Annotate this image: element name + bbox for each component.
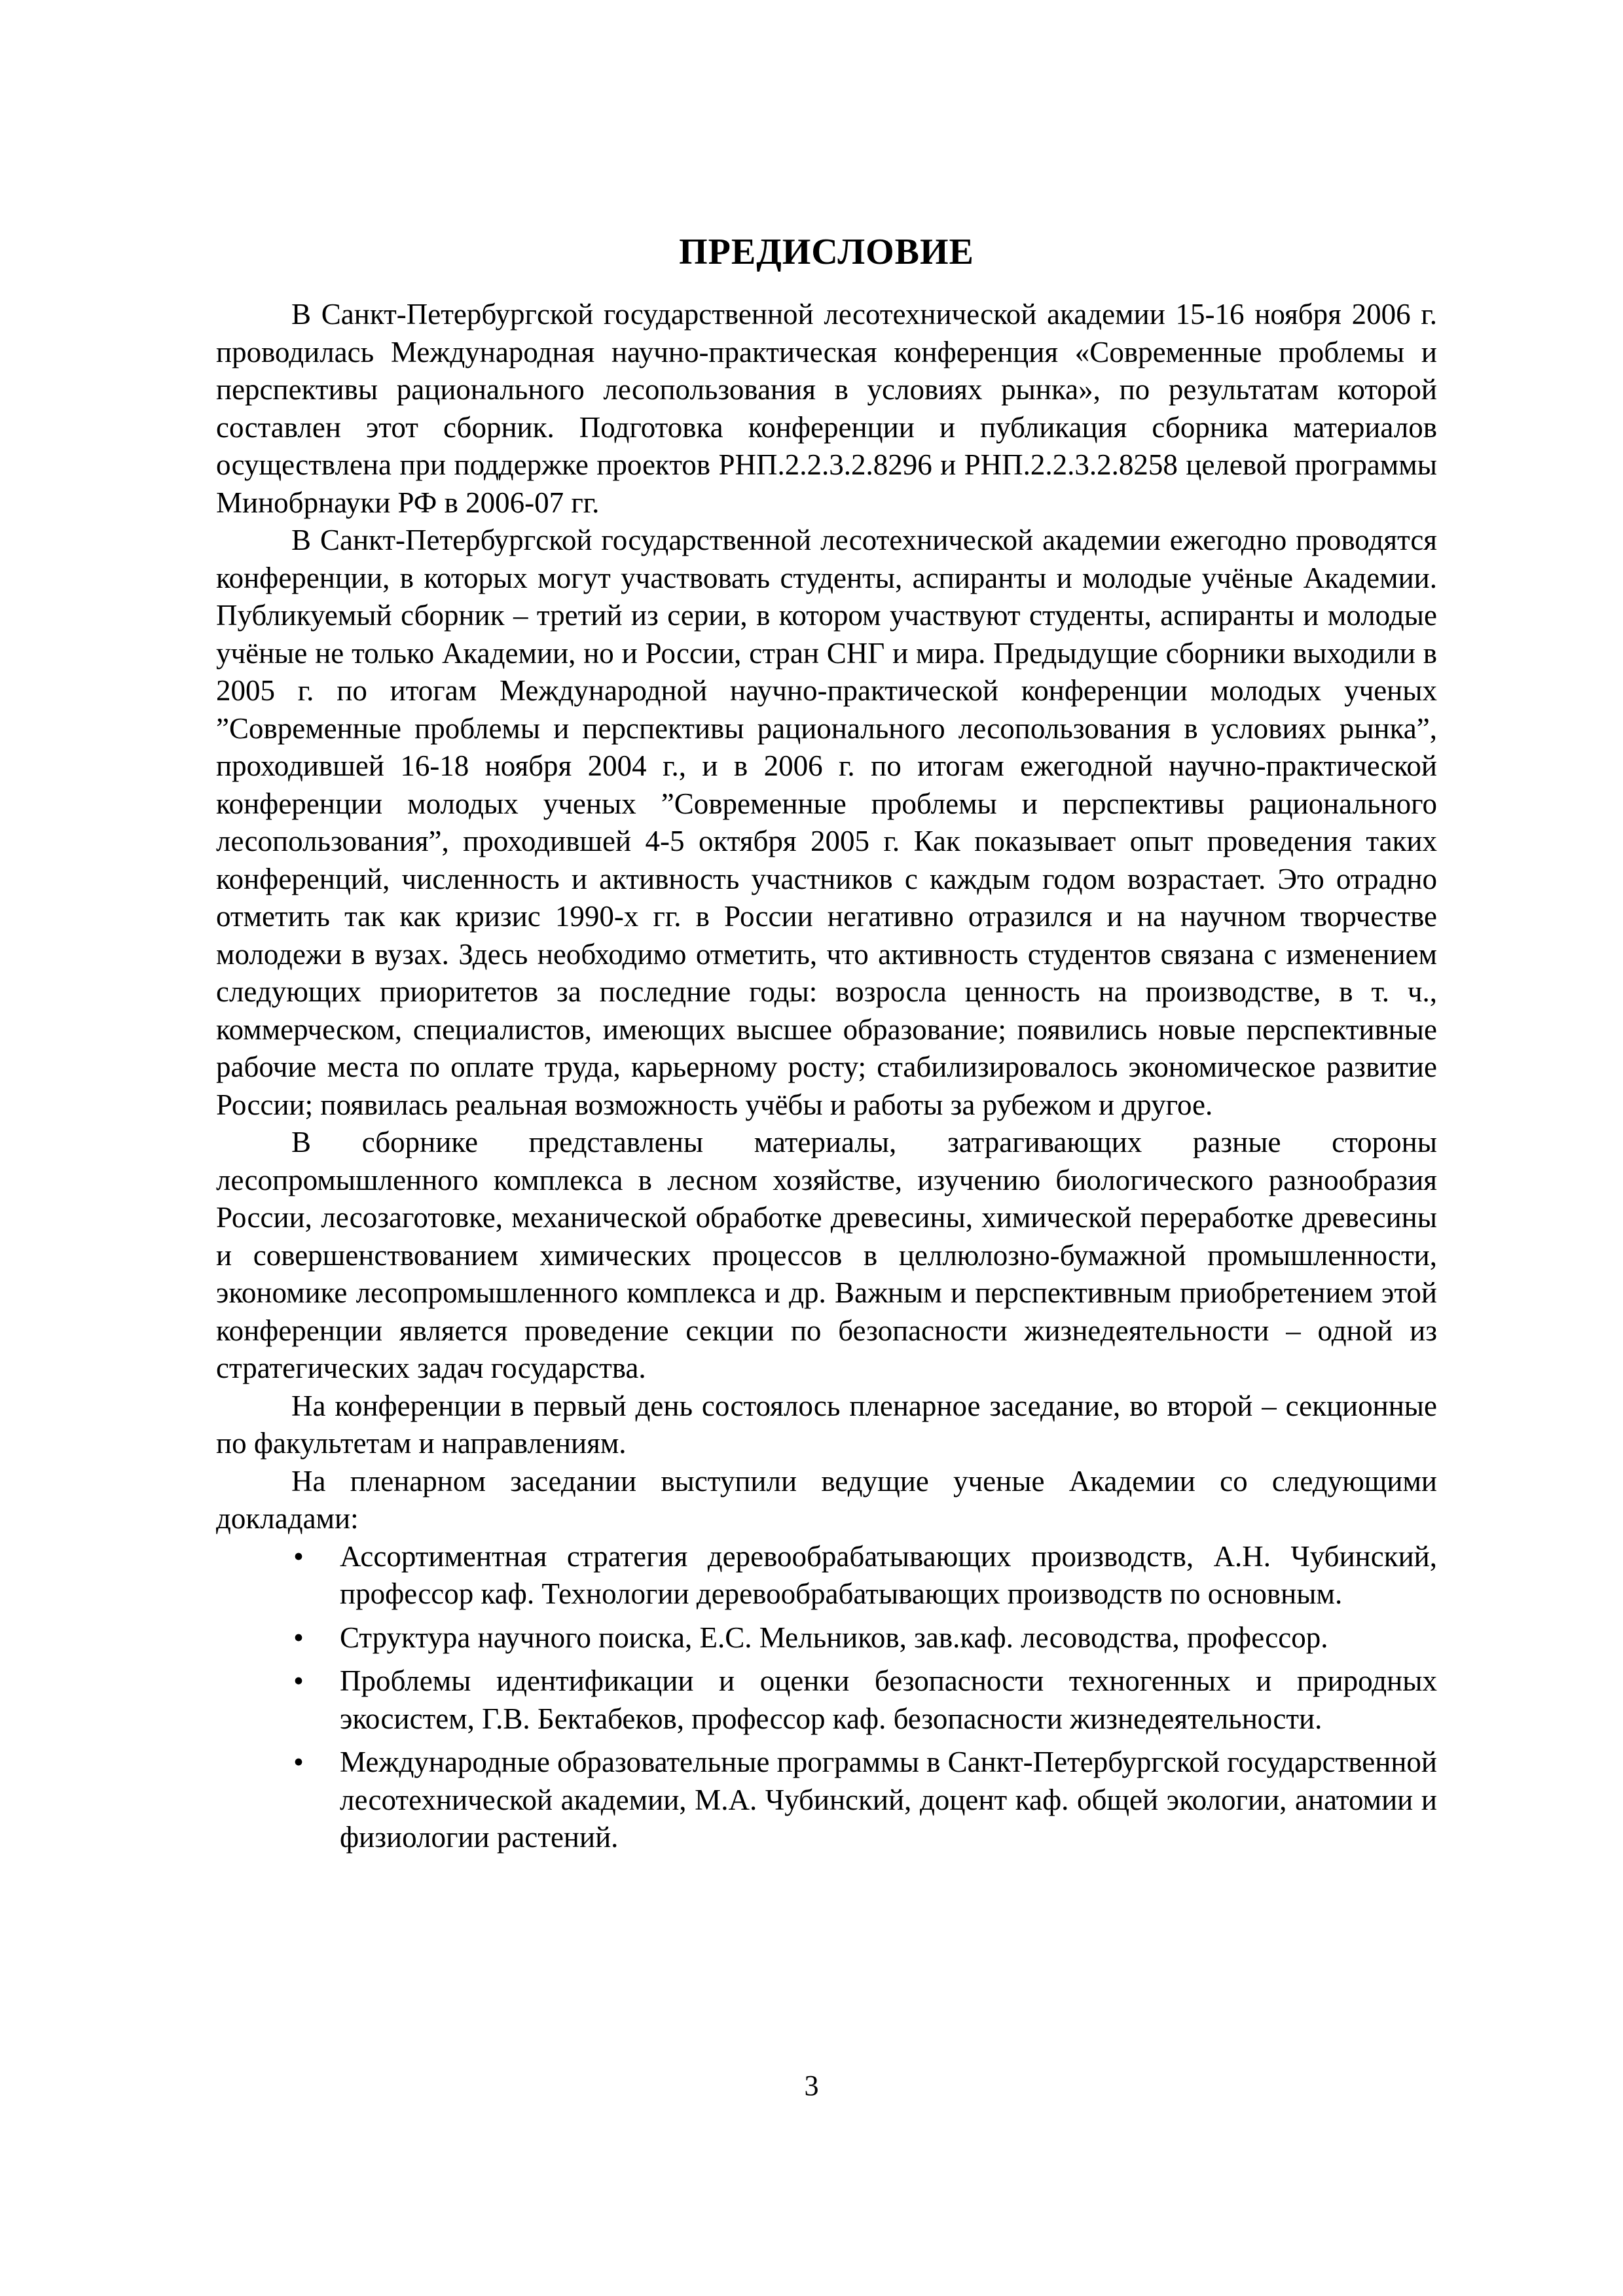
paragraph-plenary-intro: На пленарном заседании выступили ведущие ученые Академии со следующими докладами:	[216, 1464, 1437, 1535]
list-item-text: Проблемы идентификации и оценки безопасности техногенных и природных экосистем, Г.В. Бектабеков, профессор каф. безопасности жизнедеятельности.	[340, 1664, 1437, 1735]
paragraph-annual-conferences: В Санкт-Петербургской государственной лесотехнической академии ежегодно проводятся конференции, в которых могут участвовать студенты, аспиранты и молодые учёные Академии. Публикуемый сборник – третий из серии, в котором участвуют студенты, аспиранты и молодые учёные не только Академии, но и России, стран СНГ и мира. Предыдущие сборники выходили в 2005 г. по итогам Международной научно-практической конференции молодых ученых ”Современные проблемы и перспективы рационального лесопользования в условиях рынка”, проходившей 16-18 ноября 2004 г., и в 2006 г. по итогам ежегодной научно-практической конференции молодых ученых ”Современные проблемы и перспективы рационального лесопользования”, проходившей 4-5 октября 2005 г. Как показывает опыт проведения таких конференций, численность и активность участников с каждым годом возрастает. Это отрадно отметить так как кризис 1990-х гг. в России негативно отразился и на научном творчестве молодежи в вузах. Здесь необходимо отметить, что активность студентов связана с изменением следующих приоритетов за последние годы: возросла ценность на производстве, в т. ч., коммерческом, специалистов, имеющих высшее образование; появились новые перспективные рабочие места по оплате труда, карьерному росту; стабилизировалось экономическое развитие России; появилась реальная возможность учёбы и работы за рубежом и другое.	[216, 524, 1437, 1121]
bullet-icon: •	[293, 1621, 304, 1654]
list-item-text: Ассортиментная стратегия деревообрабатывающих производств, А.Н. Чубинский, профессор каф. Технологии деревообрабатывающих производств по основным.	[340, 1539, 1437, 1610]
page-content	[216, 229, 1437, 1863]
list-item	[216, 1744, 1437, 1857]
list-item-text: Структура научного поиска, Е.С. Мельников, зав.каф. лесоводства, профессор.	[340, 1621, 1328, 1654]
paragraph-collection-topics: В сборнике представлены материалы, затрагивающих разные стороны лесопромышленного комплекса в лесном хозяйстве, изучению биологического разнообразия России, лесозаготовке, механической обработке древесины, химической переработке древесины и совершенствованием химических процессов в целлюлозно-бумажной промышленности, экономике лесопромышленного комплекса и др. Важным и перспективным приобретением этой конференции является проведение секции по безопасности жизнедеятельности – одной из стратегических задач государства.	[216, 1126, 1437, 1384]
list-item	[216, 1538, 1437, 1613]
paragraph-conference-intro: В Санкт-Петербургской государственной лесотехнической академии 15-16 ноября 2006 г. проводилась Международная научно-практическая конференция «Современные проблемы и перспективы рационального лесопользования в условиях рынка», по результатам которой составлен этот сборник. Подготовка конференции и публикация сборника материалов осуществлена при поддержке проектов РНП.2.2.3.2.8296 и РНП.2.2.3.2.8258 целевой программы Минобрнауки РФ в 2006-07 гг.	[216, 298, 1437, 519]
list-item-text: Международные образовательные программы в Санкт-Петербургской государственной лесотехнической академии, М.А. Чубинский, доцент каф. общей экологии, анатомии и физиологии растений.	[340, 1746, 1437, 1854]
page-number: 3	[804, 2070, 819, 2102]
bullet-icon: •	[293, 1539, 304, 1573]
paragraph-schedule: На конференции в первый день состоялось пленарное заседание, во второй – секционные по факультетам и направлениям.	[216, 1389, 1437, 1460]
page-title: ПРЕДИСЛОВИЕ	[679, 232, 974, 272]
bullet-icon: •	[293, 1664, 304, 1697]
list-item	[216, 1662, 1437, 1738]
list-item	[216, 1619, 1437, 1657]
bullet-icon: •	[293, 1746, 304, 1778]
plenary-reports-list	[216, 1538, 1437, 1857]
